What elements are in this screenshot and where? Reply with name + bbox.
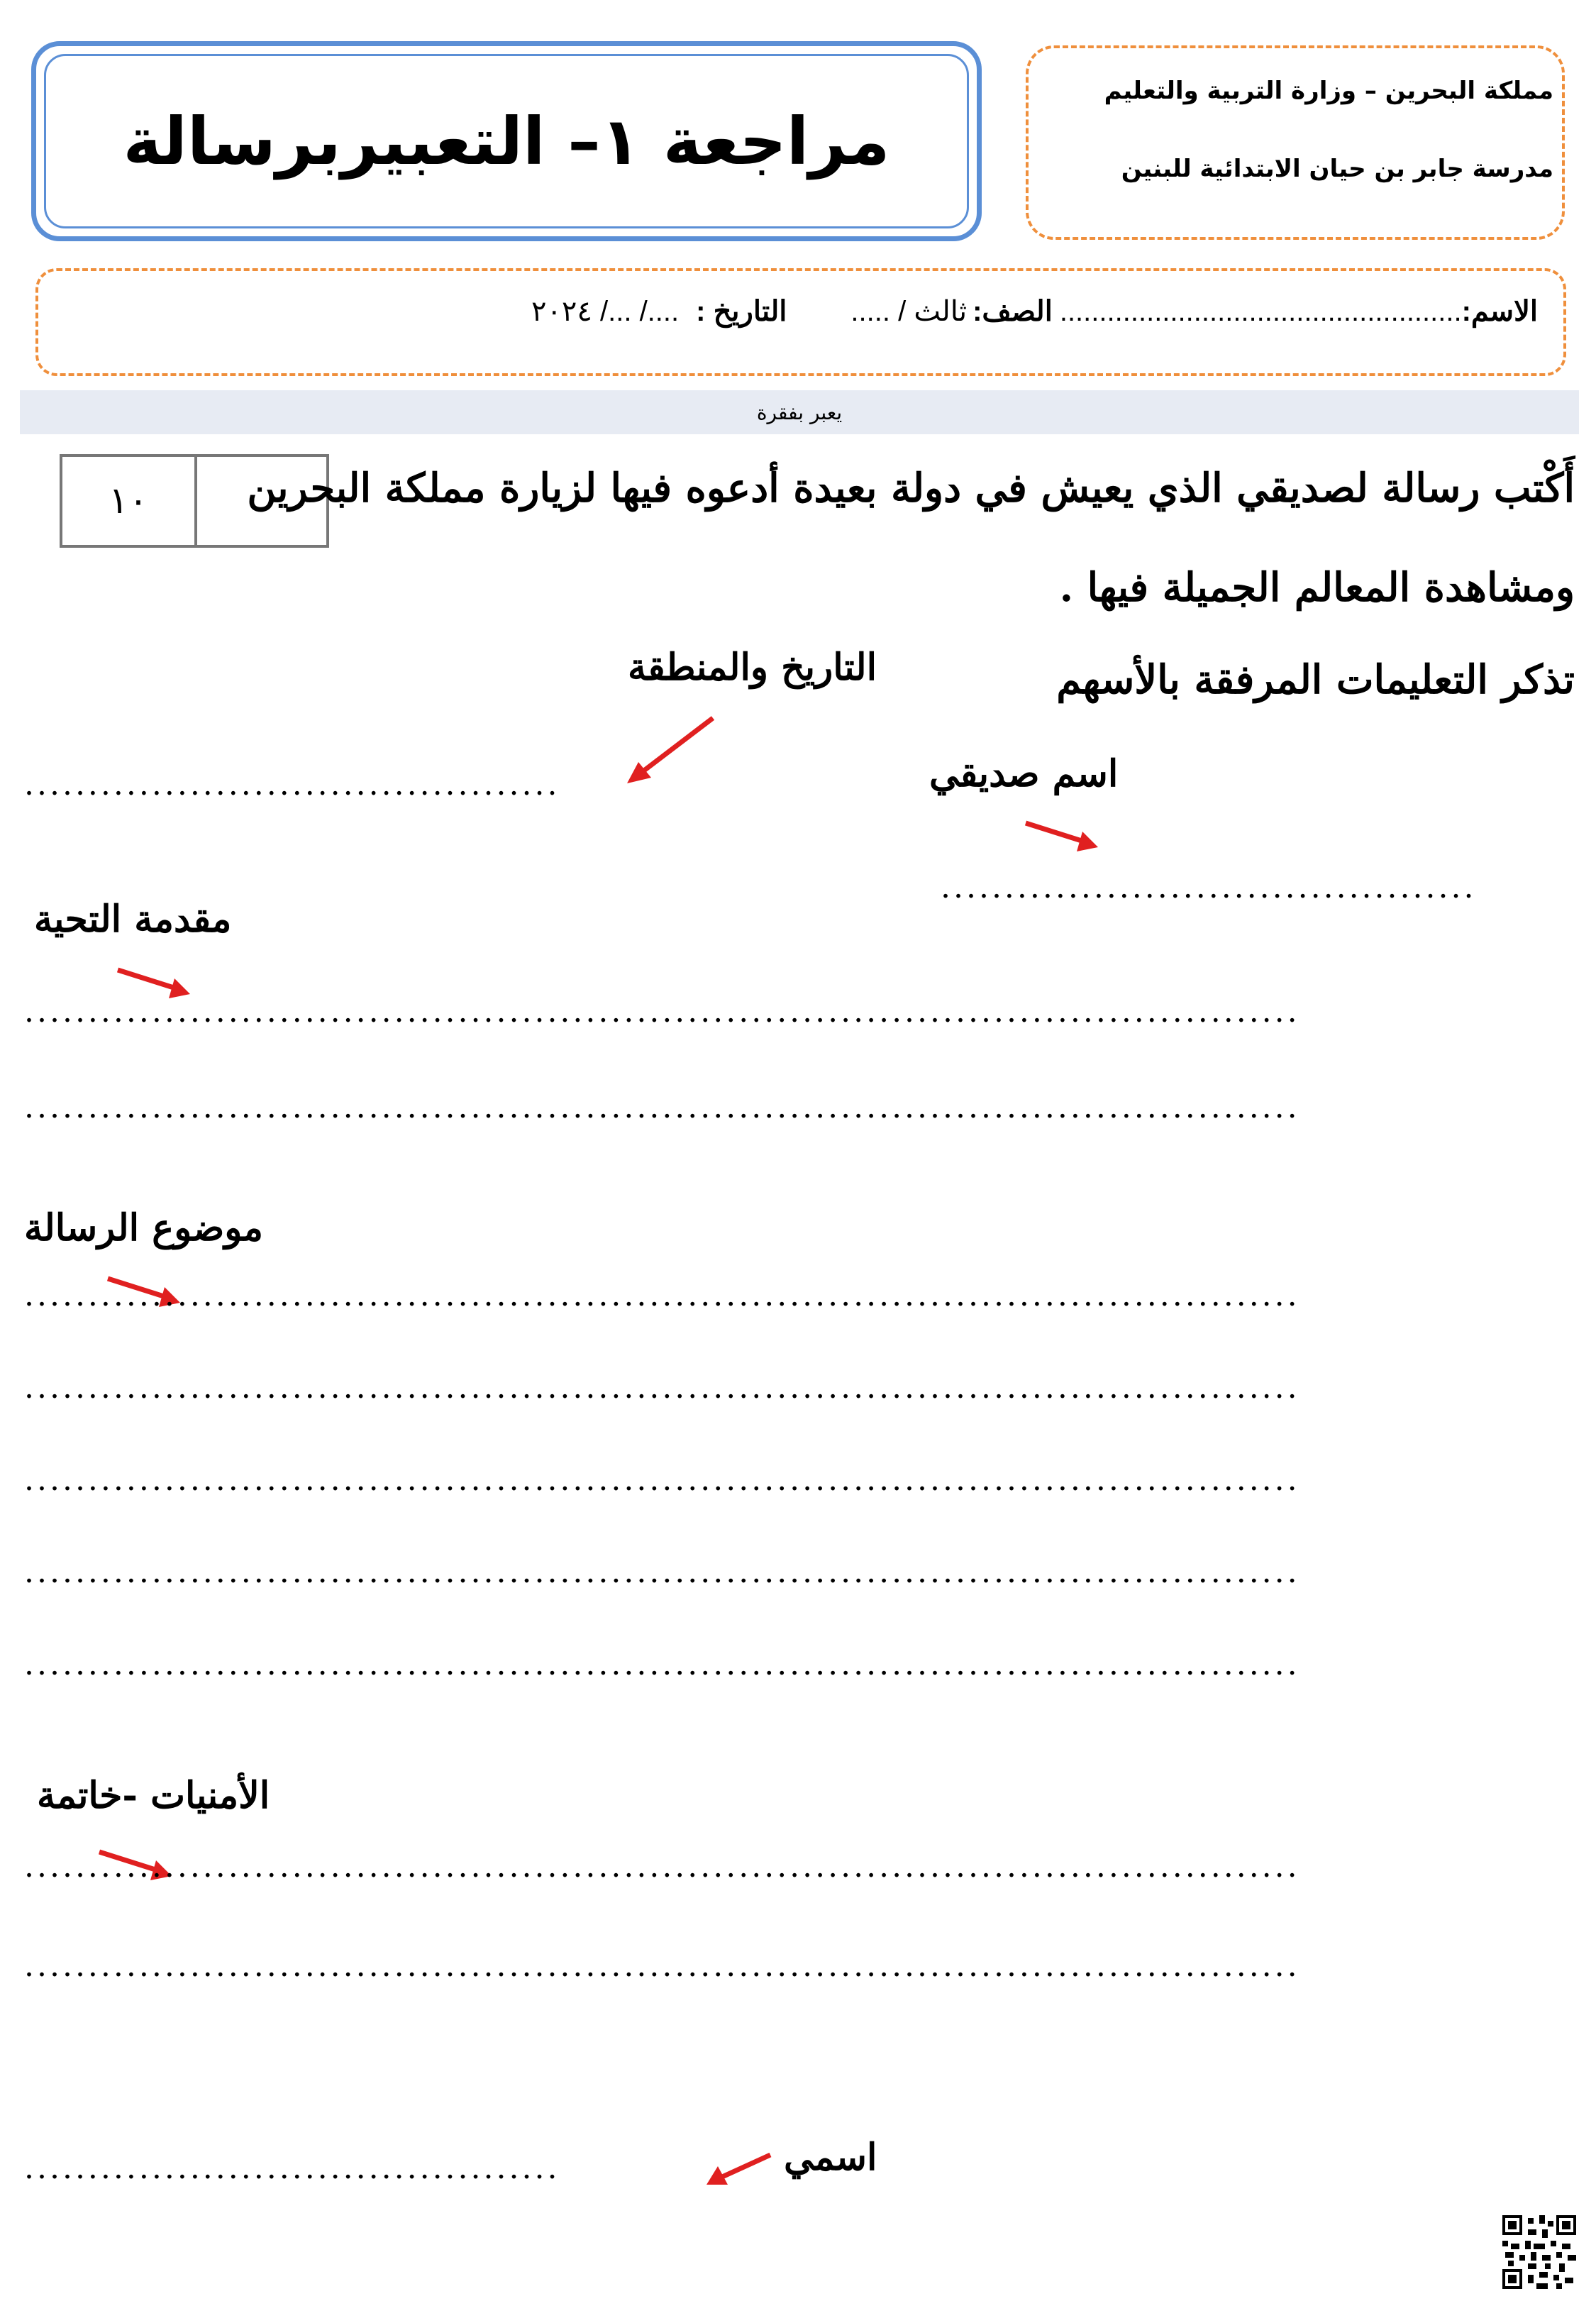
label-greeting: مقدمة التحية xyxy=(34,898,232,941)
page-title: مراجعة ١– التعبيربرسالة xyxy=(123,103,890,180)
line-closing-1[interactable]: .................................................................................................... xyxy=(24,1848,1300,1885)
line-my-name[interactable]: .......................................... xyxy=(24,2150,560,2186)
qr-code-icon xyxy=(1502,2215,1576,2289)
name-field[interactable]: ................................................... xyxy=(1059,295,1462,327)
line-subject-5[interactable]: .................................................................................................... xyxy=(24,1646,1300,1682)
line-subject-3[interactable]: .................................................................................................... xyxy=(24,1462,1300,1498)
school-name: مدرسة جابر بن حيان الابتدائية للبنين xyxy=(1121,155,1553,183)
student-info-row xyxy=(62,295,1538,328)
arrow-friend-name-icon xyxy=(1021,815,1107,857)
question-line-1: أَكْتب رسالة لصديقي الذي يعيش في دولة بعيدة أدعوه فيها لزيارة مملكة البحرين xyxy=(247,465,1575,512)
score-max: ١٠ xyxy=(62,457,197,545)
instruction-strip-text: يعبر بفقرة xyxy=(756,400,843,424)
line-date-region[interactable]: .......................................... xyxy=(24,766,560,802)
label-closing: الأمنيات -خاتمة xyxy=(37,1774,270,1817)
label-date-region: التاريخ والمنطقة xyxy=(628,646,877,689)
line-greeting-1[interactable]: .................................................................................................... xyxy=(24,993,1300,1030)
line-subject-2[interactable]: .................................................................................................... xyxy=(24,1369,1300,1406)
class-field[interactable]: ثالث / ..... xyxy=(850,296,968,327)
date-label: التاريخ : xyxy=(696,296,787,327)
line-subject-1[interactable]: .................................................................................................... xyxy=(24,1277,1300,1313)
line-friend-name[interactable]: .......................................... xyxy=(941,869,1477,905)
organization-box xyxy=(1026,45,1565,240)
arrow-my-name-icon xyxy=(702,2146,780,2196)
label-friend-name: اسم صديقي xyxy=(929,752,1119,795)
name-label: الاسم: xyxy=(1461,296,1538,327)
line-closing-2[interactable]: .................................................................................................... xyxy=(24,1948,1300,1984)
question-line-3: تذكر التعليمات المرفقة بالأسهم xyxy=(1056,656,1575,703)
ministry-name: مملكة البحرين – وزارة التربية والتعليم xyxy=(1104,77,1553,105)
class-label: الصف: xyxy=(972,296,1053,327)
question-line-2: ومشاهدة المعالم الجميلة فيها . xyxy=(1059,564,1575,611)
label-my-name: اسمي xyxy=(784,2136,877,2179)
date-field[interactable]: ..../ .../ ٢٠٢٤ xyxy=(531,296,680,327)
label-subject: موضوع الرسالة xyxy=(24,1206,263,1249)
line-subject-4[interactable]: .................................................................................................... xyxy=(24,1554,1300,1590)
line-greeting-2[interactable]: .................................................................................................... xyxy=(24,1089,1300,1125)
